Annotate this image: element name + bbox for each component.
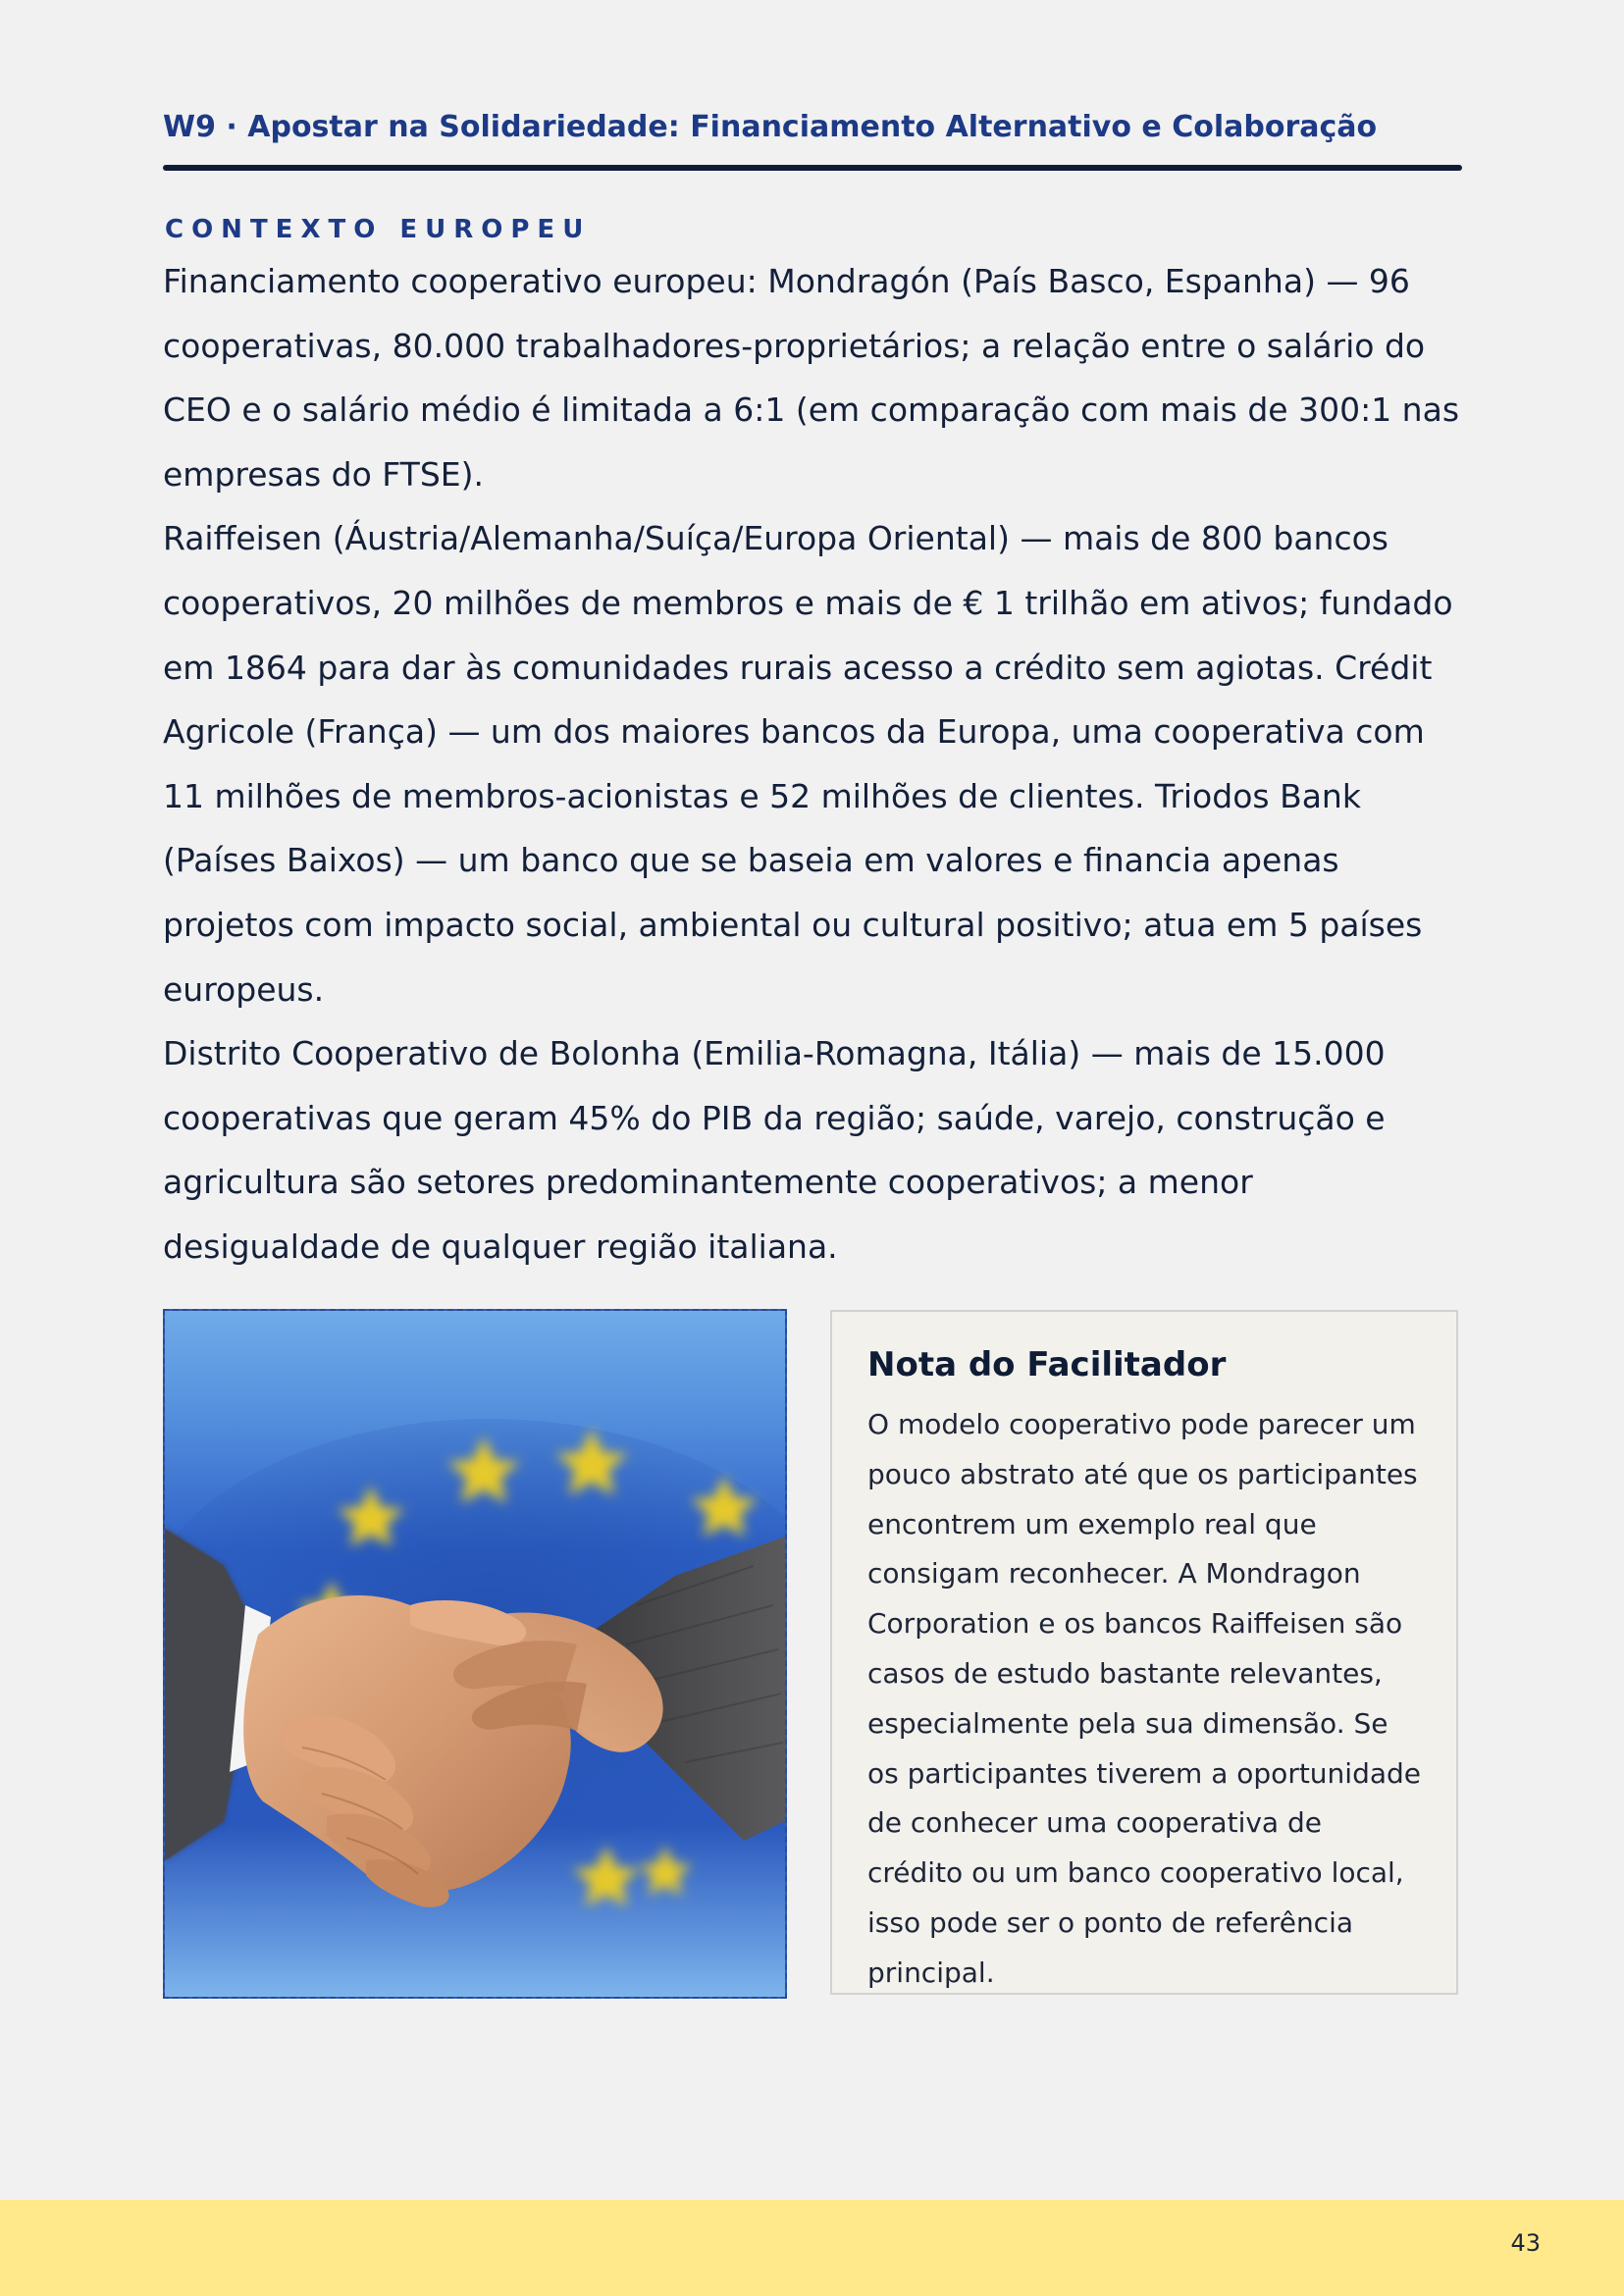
page-number: 43: [1510, 2229, 1541, 2257]
body-paragraph-mondragon: Financiamento cooperativo europeu: Mondragón (País Basco, Espanha) — 96 cooperativas, 80.000 trabalhadores-proprietários; a relação entre o salário do CEO e o salário médio é limitada a 6:1 (em comparação com mais de 300:1 nas empresas do FTSE).: [163, 262, 1460, 494]
note-title: Nota do Facilitador: [867, 1345, 1227, 1384]
note-text: O modelo cooperativo pode parecer um pouco abstrato até que os participantes encontrem um exemplo real que consigam reconhecer. A Mondragon Corporation e os bancos Raiffeisen são casos de estudo bastante relevantes, especialmente pela sua dimensão. Se os participantes tiverem a oportunidade de conhecer uma cooperativa de crédito ou um banco cooperativo local, isso pode ser o ponto de referência principal.: [867, 1408, 1422, 1989]
handshake-eu-flag-illustration: [165, 1311, 785, 1997]
handshake-photo: [163, 1309, 787, 1999]
body-paragraph-bologna: Distrito Cooperativo de Bolonha (Emilia-Romagna, Itália) — mais de 15.000 cooperativas que geram 45% do PIB da região; saúde, varejo, construção e agricultura são setores predominantemente cooperativos; a menor desigualdade de qualquer região italiana.: [163, 1034, 1386, 1266]
footer-band: [0, 2200, 1624, 2296]
page-header: [163, 104, 1462, 151]
body-text: [163, 249, 1468, 1279]
facilitator-note: [830, 1310, 1458, 1995]
body-paragraph-banks: Raiffeisen (Áustria/Alemanha/Suíça/Europa Oriental) — mais de 800 bancos cooperativos, 20 milhões de membros e mais de € 1 trilhão em ativos; fundado em 1864 para dar às comunidades rurais acesso a crédito sem agiotas. Crédit Agricole (França) — um dos maiores bancos da Europa, uma cooperativa com 11 milhões de membros-acionistas e 52 milhões de clientes. Triodos Bank (Países Baixos) — um banco que se baseia em valores e financia apenas projetos com impacto social, ambiental ou cultural positivo; atua em 5 países europeus.: [163, 519, 1453, 1009]
header-divider: [163, 165, 1462, 171]
section-label: CONTEXTO EUROPEU: [165, 215, 592, 244]
page-title: W9 · Apostar na Solidariedade: Financiamento Alternativo e Colaboração: [163, 110, 1378, 144]
